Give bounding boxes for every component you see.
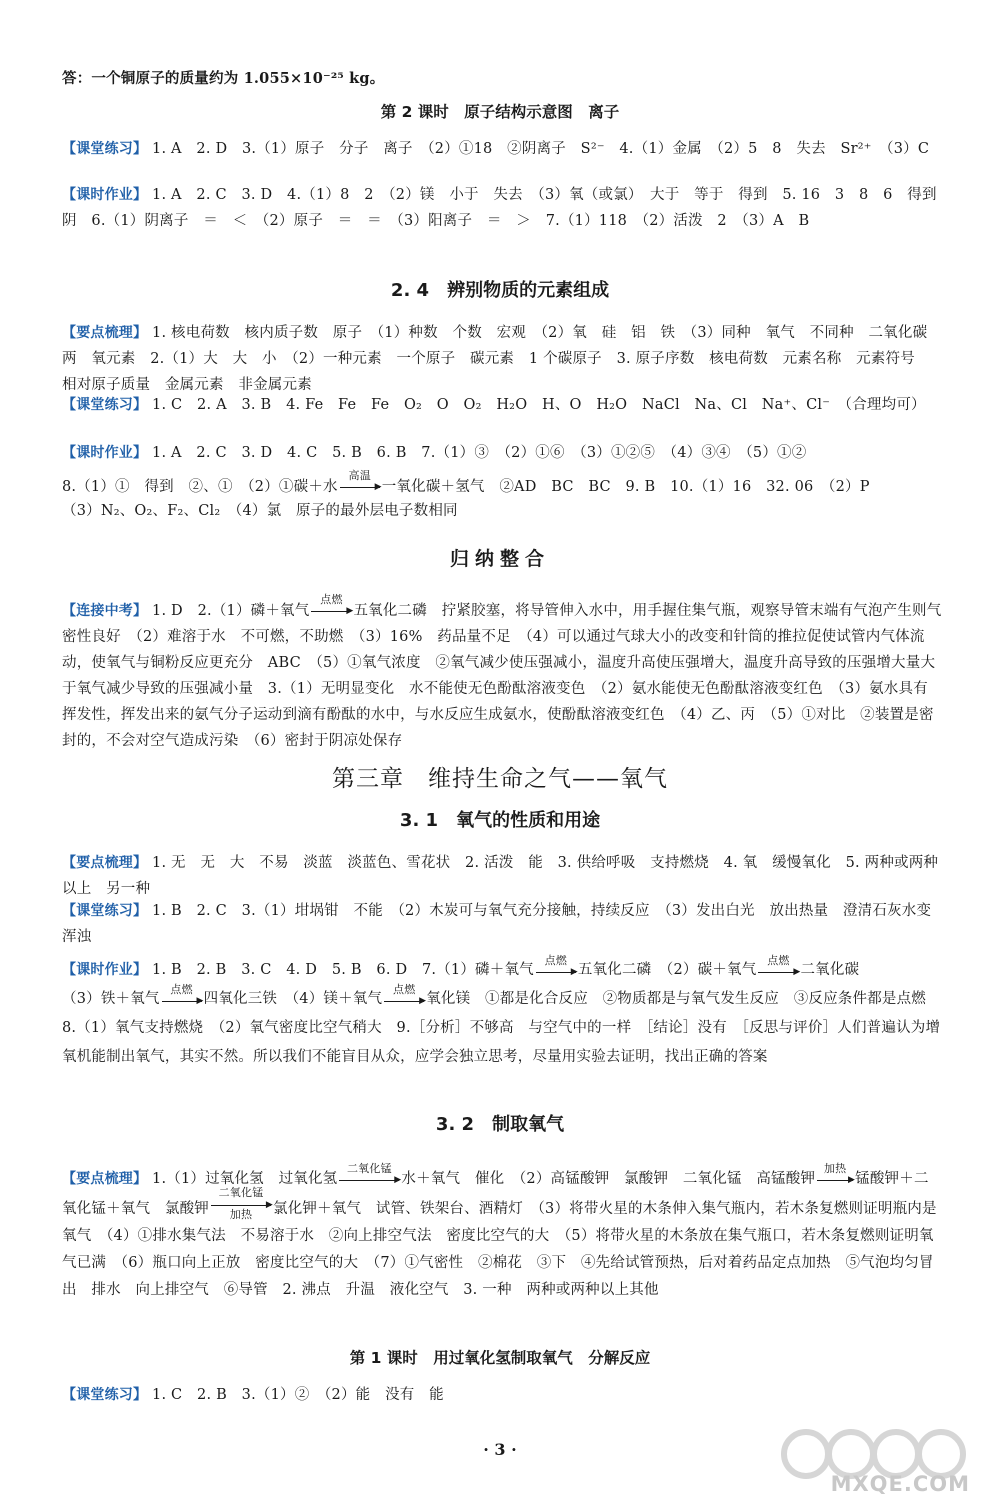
section-tag: 【课堂练习】 bbox=[62, 1387, 148, 1403]
section-3-2-title: 3. 2 制取氧气 bbox=[435, 1114, 565, 1135]
chapter3-title: 第三章 维持生命之气——氧气 bbox=[332, 766, 668, 792]
section-tag: 【要点梳理】 bbox=[62, 1171, 148, 1187]
lesson2-title: 第 2 课时 原子结构示意图 离子 bbox=[380, 103, 620, 121]
sec24-key-points: 【要点梳理】 1. 核电荷数 核内质子数 原子 （1）种数 个数 宏观 （2）氧 硅 铝 铁 （3）同种 氧气 不同种 二氧化碳 两 氧元素 2.（1）大 大 小 （2）一种元素 一个原子 碳元素 1 个碳原子 3. 原子序数 核电荷数 元素名称 元素符号 相对原子质量 金属元素 非金属元素 bbox=[62, 325, 942, 393]
lesson2-homework: 【课时作业】 1. A 2. C 3. D 4.（1）8 2 （2）镁 小于 失去 （3）氧（或氯） 大于 等于 得到 5. 16 3 8 6 得到 阴 6.（1）阴离子 ＝ ＜ （2）原子 ＝ ＝ （3）阳离子 ＝ ＞ 7.（1）118 （2）活泼 2 （3）A B bbox=[62, 187, 952, 229]
lesson1-title: 第 1 课时 用过氧化氢制取氧气 分解反应 bbox=[349, 1349, 651, 1367]
summary-body: 【连接中考】 1. D 2.（1）磷＋氧气 点燃 ▶ 五氧化二磷 拧紧胶塞，将导管伸入水中，用手握住集气瓶，观察导管末端有气泡产生则气密性良好 （2）难溶于水 不可燃，不助燃 （3）16% 药品量不足 （4）可以通过气球大小的改变和针筒的推拉促使试管内气体流动，使氧气与铜粉反应更充分 ABC （5）①氧气浓度 ②氧气减少使压强减小，温度升高使压强增大，温度升高导致的压强增大量大于氧气减少导致的压强减小量 3.（1）无明显变化 水不能使无色酚酞溶液变色 （2）氨水能使无色酚酞溶液变红色 （3）氨水具有挥发性，挥发出来的氨气分子运动到滴有酚酞的水中，与水反应生成氨水，使酚酞溶液变红色 （4）乙、丙 （5）①对比 ②装置是密封的，不会对空气造成污染 （6）密封于阴凉处保存 bbox=[62, 593, 942, 749]
reaction-arrow: 加热 ▶ bbox=[815, 1167, 855, 1193]
section-tag: 【课堂练习】 bbox=[62, 903, 148, 919]
section-2-4-title: 2. 4 辨别物质的元素组成 bbox=[390, 280, 610, 301]
section-tag: 【课堂练习】 bbox=[62, 141, 148, 157]
watermark-text: MXQE.COM bbox=[830, 1472, 970, 1496]
sec24-homework-8: 8.（1）① 得到 ②、① （2）①碳＋水 高温 ▶ 一氧化碳＋氢气 ②AD BC BC 9. B 10.（1）16 32. 06 （2）P bbox=[62, 474, 942, 500]
section-tag: 【课时作业】 bbox=[62, 445, 148, 461]
page-number: · 3 · bbox=[483, 1440, 517, 1459]
section-tag: 【课时作业】 bbox=[62, 187, 148, 203]
reaction-arrow: 高温 ▶ bbox=[338, 474, 382, 500]
reaction-arrow: 二氧化锰 ▶ bbox=[337, 1167, 401, 1193]
reaction-arrow: 点燃 ▶ bbox=[160, 988, 204, 1014]
lesson1-practice: 【课堂练习】 1. C 2. B 3.（1）② （2）能 没有 能 bbox=[62, 1387, 444, 1403]
reaction-arrow: 点燃 ▶ bbox=[382, 988, 426, 1014]
section-tag: 【连接中考】 bbox=[62, 603, 148, 619]
section-tag: 【要点梳理】 bbox=[62, 855, 148, 871]
summary-title: 归纳整合 bbox=[449, 548, 550, 570]
sec32-key-points: 【要点梳理】 1.（1）过氧化氢 过氧化氢 二氧化锰 ▶ 水＋氧气 催化 （2）高锰酸钾 氯酸钾 二氧化锰 高锰酸钾 加热 ▶ 锰酸钾＋二氧化锰＋氧气 氯酸钾 二氧化锰 ▶ 加热 氯化钾＋氧气 试管、铁架台、酒精灯 （3）将带火星的木条伸入集气瓶内，若木条复燃则证明瓶内是氧气 （4）①排水集气法 不易溶于水 ②向上排空气法 密度比空气的大 （5）将带火星的木条放在集气瓶口，若木条复燃则证明氧气已满 （6）瓶口向上正放 密度比空气的大 （7）①气密性 ②棉花 ③下 ④先给试管预热，后对着药品定点加热 ⑤气泡均匀冒出 排水 向上排空气 ⑥导管 2. 沸点 升温 液化空气 3. 一种 两种或两种以上其他 bbox=[62, 1162, 937, 1298]
section-tag: 【课时作业】 bbox=[62, 962, 148, 978]
sec24-homework: 【课时作业】 1. A 2. C 3. D 4. C 5. B 6. B 7.（1）③ （2）①⑥ （3）①②⑤ （4）③④ （5）①② bbox=[62, 445, 807, 461]
reaction-arrow: 点燃 ▶ bbox=[309, 598, 353, 624]
reaction-arrow: 点燃 ▶ bbox=[534, 959, 578, 985]
section-tag: 【课堂练习】 bbox=[62, 397, 148, 413]
sec31-practice: 【课堂练习】 1. B 2. C 3.（1）坩埚钳 不能 （2）木炭可与氧气充分接触，持续反应 （3）发出白光 放出热量 澄清石灰水变浑浊 bbox=[62, 903, 932, 945]
watermark-circle bbox=[874, 1432, 918, 1476]
sec31-key-points: 【要点梳理】 1. 无 无 大 不易 淡蓝 淡蓝色、雪花状 2. 活泼 能 3. 供给呼吸 支持燃烧 4. 氧 缓慢氧化 5. 两种或两种以上 另一种 bbox=[62, 855, 939, 897]
reaction-arrow: 二氧化锰 ▶ 加热 bbox=[209, 1193, 273, 1223]
watermark-circle bbox=[784, 1432, 828, 1476]
sec24-homework-8c: （3）N₂、O₂、F₂、Cl₂ （4）氯 原子的最外层电子数相同 bbox=[62, 503, 458, 519]
section-tag: 【要点梳理】 bbox=[62, 325, 148, 341]
sec24-practice: 【课堂练习】 1. C 2. A 3. B 4. Fe Fe Fe O₂ O O₂ H₂O H、O H₂O NaCl Na、Cl Na⁺、Cl⁻ （合理均可） bbox=[62, 397, 926, 413]
watermark-circle bbox=[919, 1432, 963, 1476]
sec31-homework: 【课时作业】 1. B 2. B 3. C 4. D 5. B 6. D 7.（1）磷＋氧气 点燃 ▶ 五氧化二磷 （2）碳＋氧气 点燃 ▶ 二氧化碳 （3）铁＋氧气 点燃 ▶ 四氧化三铁 （4）镁＋氧气 点燃 ▶ 氧化镁 ①都是化合反应 ②物质都是与氧气发生反应 ③反应条件都是点燃 8.（1）氧气支持燃烧 （2）氧气密度比空气稍大 9.［分析］不够高 与空气中的一样 ［结论］没有 ［反思与评价］人们普遍认为增氧机能制出氧气，其实不然。所以我们不能盲目从众，应学会独立思考，尽量用实验去证明，找出正确的答案 bbox=[62, 954, 941, 1065]
section-3-1-title: 3. 1 氧气的性质和用途 bbox=[399, 810, 601, 831]
lesson2-practice: 【课堂练习】 1. A 2. D 3.（1）原子 分子 离子 （2）①18 ②阴离子 S²⁻ 4.（1）金属 （2）5 8 失去 Sr²⁺ （3）C bbox=[62, 141, 930, 157]
reaction-arrow: 点燃 ▶ bbox=[756, 959, 800, 985]
answer-line: 答：一个铜原子的质量约为 1.055×10⁻²⁵ kg。 bbox=[62, 70, 385, 87]
watermark-circle bbox=[829, 1432, 873, 1476]
